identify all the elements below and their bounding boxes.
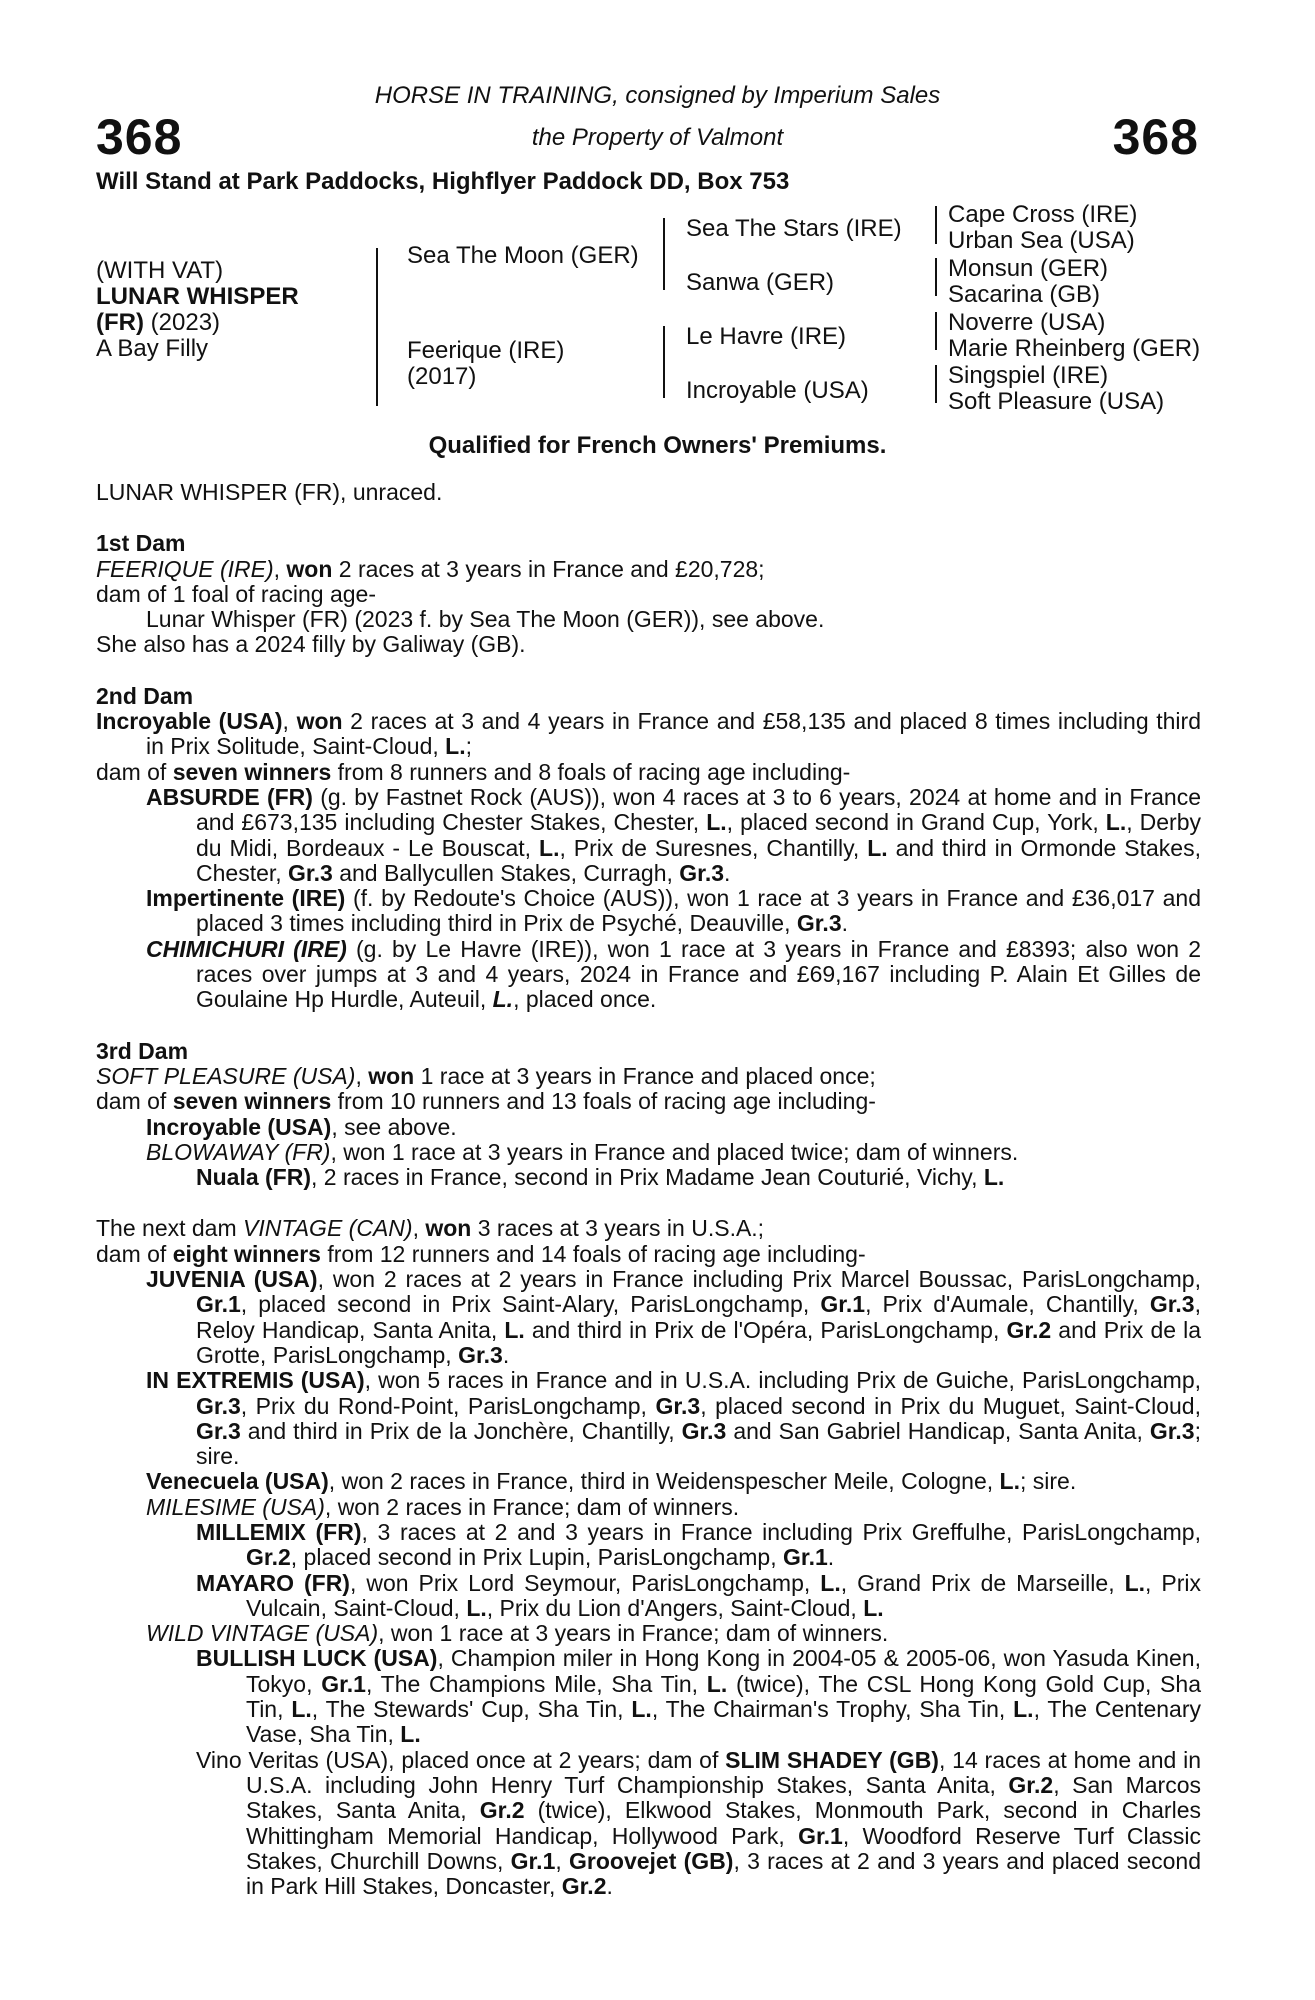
group-marker: Gr.2 bbox=[479, 1797, 525, 1824]
group-marker: Gr.3 bbox=[1149, 1417, 1195, 1444]
group-marker: Gr.3 bbox=[1149, 1291, 1195, 1318]
stand-location: Will Stand at Park Paddocks, Highflyer Paddock DD, Box 753 bbox=[96, 168, 790, 195]
second-dam-produce bbox=[96, 760, 1201, 785]
text-run: from 8 runners and 8 foals of racing age including- bbox=[331, 758, 851, 785]
consignment-line-2: the Property of Valmont bbox=[531, 124, 784, 151]
text-run: and Prix de la Grotte, ParisLongchamp, bbox=[196, 1316, 1202, 1368]
listed-marker: L. bbox=[999, 1468, 1020, 1495]
text-run: , Prix Vulcain, Saint-Cloud, bbox=[246, 1569, 1202, 1621]
listed-marker: L. bbox=[400, 1721, 421, 1748]
second-dam-record: Incroyable (USA), won 2 races at 3 and 4 years in France and £58,135 and placed 8 times including third in Prix Solitude, Saint-Cloud, L.; bbox=[96, 708, 1201, 760]
next-dam-record: The next dam VINTAGE (CAN), won 3 races at 3 years in U.S.A.; bbox=[96, 1215, 765, 1242]
listed-marker: L. bbox=[631, 1696, 652, 1723]
text-run: from 12 runners and 14 foals of racing age including- bbox=[320, 1240, 866, 1267]
text-run: , won 5 races in France and in U.S.A. including Prix de Guiche, ParisLongchamp, bbox=[364, 1367, 1201, 1394]
group-marker: Gr.2 bbox=[246, 1544, 291, 1571]
listed-marker: L. bbox=[1013, 1696, 1034, 1723]
pedigree-sd-dam: Sacarina (GB) bbox=[948, 281, 1101, 308]
text-run: , Grand Prix de Marseille, bbox=[840, 1569, 1125, 1596]
text-run: , won 1 race at 3 years in France; dam of winners. bbox=[378, 1620, 889, 1647]
progeny-blowaway bbox=[96, 1140, 1201, 1165]
listed-marker: L. bbox=[820, 1569, 841, 1596]
text-run: , bbox=[555, 1847, 570, 1874]
next-dam-name: VINTAGE (CAN) bbox=[243, 1215, 413, 1242]
progeny-impertinente bbox=[96, 886, 1201, 937]
text-run: , placed once. bbox=[513, 986, 657, 1013]
text-run: . bbox=[606, 1873, 613, 1900]
text-run: , won 2 races in France, third in Weidenspescher Meile, Cologne, bbox=[328, 1468, 1000, 1495]
group-marker: Gr.3 bbox=[288, 859, 333, 886]
progeny-name: SLIM SHADEY (GB) bbox=[725, 1746, 939, 1773]
text-run: and third in Ormonde Stakes, Chester, bbox=[196, 834, 1201, 886]
text-run: , 3 races at 2 and 3 years and placed second in Park Hill Stakes, Doncaster, bbox=[246, 1847, 1202, 1900]
text-run: , San Marcos Stakes, Santa Anita, bbox=[246, 1771, 1201, 1824]
group-marker: Gr.2 bbox=[561, 1873, 607, 1900]
text-run: , Prix d'Aumale, Chantilly, bbox=[865, 1291, 1150, 1318]
text-run: , 14 races at home and in U.S.A. including John Henry Turf Championship Stakes, Santa Anita, bbox=[246, 1746, 1201, 1798]
text-run: dam of bbox=[96, 1240, 173, 1267]
first-dam-foals: dam of 1 foal of racing age- bbox=[96, 580, 376, 607]
group-marker: Gr.3 bbox=[458, 1341, 503, 1368]
text-run: , Prix de Suresnes, Chantilly, bbox=[559, 834, 868, 861]
winners-count: eight winners bbox=[172, 1240, 321, 1267]
text-run: (twice), The CSL Hong Kong Gold Cup, Sha Tin, bbox=[246, 1670, 1201, 1723]
progeny-bullish-luck bbox=[96, 1646, 1201, 1747]
progeny-millemix bbox=[96, 1520, 1201, 1571]
progeny-name: Venecuela (USA) bbox=[146, 1468, 329, 1495]
consignment-line-1: HORSE IN TRAINING, consigned by Imperium Sales bbox=[374, 82, 941, 109]
lot-number-left: 368 bbox=[96, 109, 183, 165]
third-dam-record: SOFT PLEASURE (USA), won 1 race at 3 years in France and placed once; bbox=[96, 1062, 876, 1089]
progeny-name: MAYARO (FR) bbox=[196, 1569, 350, 1596]
horse-name: LUNAR WHISPER bbox=[96, 283, 299, 310]
third-dam-won: won bbox=[368, 1062, 415, 1089]
text-run: , placed second in Prix du Muguet, Saint-Cloud, bbox=[700, 1392, 1201, 1419]
text-run: , 2 races in France, second in Prix Madame Jean Couturié, Vichy, bbox=[311, 1164, 984, 1191]
progeny-incroyable bbox=[96, 1115, 1201, 1140]
listed-marker: L. bbox=[706, 809, 727, 836]
pedigree-ss-dam: Urban Sea (USA) bbox=[948, 227, 1135, 254]
progeny-juvenia bbox=[96, 1267, 1201, 1368]
listed-marker: L. bbox=[867, 834, 888, 861]
text-run: Vino Veritas (USA), placed once at 2 years; dam of bbox=[196, 1746, 726, 1773]
text-run: , The Centenary Vase, Sha Tin, bbox=[246, 1696, 1201, 1748]
text-run: , 3 races at 2 and 3 years in France including Prix Greffulhe, ParisLongchamp, bbox=[361, 1518, 1201, 1545]
text-run: (f. by Redoute's Choice (AUS)), won 1 race at 3 years in France and £36,017 and placed 3 times including third in Prix de Psyché, Deauville, bbox=[196, 885, 1201, 937]
text-run: , Prix du Rond-Point, ParisLongchamp, bbox=[240, 1392, 656, 1419]
text-run: 2 races at 3 and 4 years in France and £58,135 and placed 8 times including third in Prix Solitude, Saint-Cloud, bbox=[146, 708, 1201, 760]
first-dam-foal-1: Lunar Whisper (FR) (2023 f. by Sea The Moon (GER)), see above. bbox=[146, 606, 825, 633]
group-marker: Gr.3 bbox=[655, 1392, 701, 1419]
progeny-vino-veritas bbox=[96, 1748, 1201, 1900]
spacer bbox=[96, 658, 1201, 684]
text-run: , The Chairman's Trophy, Sha Tin, bbox=[651, 1696, 1014, 1723]
progeny-nuala bbox=[96, 1165, 1201, 1190]
spacer bbox=[96, 505, 1201, 531]
progeny-name: JUVENIA (USA) bbox=[146, 1266, 318, 1293]
text-run: , Champion miler in Hong Kong in 2004-05 & 2005-06, won Yasuda Kinen, Tokyo, bbox=[246, 1645, 1201, 1697]
next-dam-won: won bbox=[425, 1215, 472, 1242]
winners-count: seven winners bbox=[172, 1088, 332, 1115]
progeny-name: Nuala (FR) bbox=[196, 1164, 311, 1191]
progeny-wild-vintage bbox=[96, 1621, 1201, 1646]
group-marker: Gr.3 bbox=[681, 1417, 727, 1444]
text-run: , Derby du Midi, Bordeaux - Le Bouscat, bbox=[196, 809, 1201, 861]
text-run: The next dam bbox=[96, 1215, 244, 1242]
pedigree-dd-sire: Singspiel (IRE) bbox=[948, 362, 1109, 389]
text-run: , placed second in Grand Cup, York, bbox=[726, 809, 1106, 836]
pedigree-ds-dam: Marie Rheinberg (GER) bbox=[948, 335, 1201, 362]
pedigree-sd-sire: Monsun (GER) bbox=[948, 255, 1109, 282]
text-run: ; sire. bbox=[1020, 1468, 1077, 1495]
text-run: and Ballycullen Stakes, Curragh, bbox=[332, 859, 680, 886]
listed-marker: L. bbox=[706, 1670, 728, 1697]
listed-marker: L. bbox=[504, 1316, 525, 1343]
first-dam-record-text: 2 races at 3 years in France and £20,728; bbox=[332, 555, 765, 582]
text-run: , won 2 races in France; dam of winners. bbox=[324, 1493, 740, 1520]
text-run: ; bbox=[465, 733, 472, 760]
progeny-name: IN EXTREMIS (USA) bbox=[146, 1367, 365, 1394]
spacer bbox=[96, 1013, 1201, 1039]
group-marker: Gr.2 bbox=[1006, 1316, 1052, 1343]
lot-number-right: 368 bbox=[1112, 109, 1199, 165]
text-run: . bbox=[827, 1544, 835, 1571]
group-marker: Gr.2 bbox=[1008, 1771, 1054, 1798]
text-run: . bbox=[502, 1341, 510, 1368]
progeny-name: BULLISH LUCK (USA) bbox=[196, 1645, 438, 1672]
pedigree-brace-main bbox=[376, 248, 386, 406]
pedigree-ss-sire: Cape Cross (IRE) bbox=[948, 201, 1138, 228]
text-run: from 10 runners and 13 foals of racing age including- bbox=[331, 1088, 876, 1115]
progeny-name: Impertinente (IRE) bbox=[146, 885, 346, 912]
text-run: , Reloy Handicap, Santa Anita, bbox=[196, 1291, 1201, 1343]
first-dam-won: won bbox=[286, 555, 333, 582]
group-marker: Gr.1 bbox=[820, 1291, 866, 1318]
catalogue-body bbox=[96, 480, 1201, 1899]
vat-label: (WITH VAT) bbox=[96, 257, 224, 284]
pedigree-dam-sire: Le Havre (IRE) bbox=[686, 323, 847, 350]
progeny-venecuela bbox=[96, 1469, 1201, 1494]
third-dam-produce bbox=[96, 1089, 1201, 1114]
text-run: 3 races at 3 years in U.S.A.; bbox=[471, 1215, 765, 1242]
progeny-name: CHIMICHURI (IRE) bbox=[146, 935, 347, 962]
premiums-qualification: Qualified for French Owners' Premiums. bbox=[428, 432, 887, 459]
horse-name-line2 bbox=[96, 310, 220, 336]
group-marker: Gr.1 bbox=[783, 1544, 828, 1571]
listed-marker: L. bbox=[1105, 809, 1127, 836]
third-dam-heading: 3rd Dam bbox=[96, 1037, 189, 1064]
pedigree-sire-dam: Sanwa (GER) bbox=[686, 269, 835, 296]
progeny-name: ABSURDE (FR) bbox=[146, 783, 313, 810]
text-run: , The Stewards' Cup, Sha Tin, bbox=[311, 1696, 632, 1723]
listed-marker: L. bbox=[466, 1594, 487, 1621]
second-dam-won: won bbox=[296, 708, 343, 735]
progeny-chimichuri bbox=[96, 937, 1201, 1013]
first-dam-heading: 1st Dam bbox=[96, 530, 186, 557]
text-run: (g. by Le Havre (IRE)), won 1 race at 3 years in France and £8393; also won 2 races over jumps at 3 and 4 years, 2024 in France and £69,167 including P. Alain Et Gilles de Goulaine Hp Hurdle, Auteuil, bbox=[196, 935, 1201, 1013]
pedigree-dam: Feerique (IRE) bbox=[407, 337, 565, 364]
progeny-in-extremis bbox=[96, 1368, 1201, 1469]
group-marker: Gr.1 bbox=[798, 1822, 843, 1849]
pedigree-brace-ss bbox=[935, 206, 945, 244]
progeny-name: Incroyable (USA) bbox=[146, 1113, 332, 1140]
text-run: (g. by Fastnet Rock (AUS)), won 4 races at 3 to 6 years, 2024 at home and in France and £673,135 including Chester Stakes, Chester, bbox=[196, 783, 1201, 836]
progeny-milesime bbox=[96, 1495, 1201, 1520]
pedigree-dd-dam: Soft Pleasure (USA) bbox=[948, 388, 1165, 415]
second-dam-name: Incroyable (USA) bbox=[96, 708, 283, 735]
listed-marker: L. bbox=[445, 733, 466, 760]
group-marker: Gr.1 bbox=[321, 1670, 366, 1697]
next-dam-produce bbox=[96, 1242, 1201, 1267]
progeny-name: BLOWAWAY (FR) bbox=[146, 1138, 331, 1165]
spacer bbox=[96, 1190, 1201, 1216]
text-run: . bbox=[724, 859, 731, 886]
text-run: and third in Prix de la Jonchère, Chantilly, bbox=[240, 1417, 682, 1444]
pedigree-brace-ds bbox=[935, 312, 945, 350]
first-dam-name: FEERIQUE (IRE) bbox=[96, 555, 274, 582]
text-run: , won 2 races at 2 years in France including Prix Marcel Boussac, ParisLongchamp, bbox=[317, 1266, 1201, 1293]
text-run: , see above. bbox=[331, 1113, 457, 1140]
text-run: . bbox=[841, 910, 849, 937]
listed-marker: L. bbox=[983, 1164, 1005, 1191]
horse-year: (2023) bbox=[150, 309, 221, 336]
group-marker: Gr.3 bbox=[796, 910, 842, 937]
pedigree-brace-dd bbox=[935, 365, 945, 403]
group-marker: Gr.3 bbox=[196, 1392, 241, 1419]
pedigree-dam-year: (2017) bbox=[407, 363, 477, 390]
text-run: , placed second in Prix Saint-Alary, ParisLongchamp, bbox=[240, 1291, 821, 1318]
group-marker: Gr.3 bbox=[196, 1417, 241, 1444]
first-dam-record: FEERIQUE (IRE), won 2 races at 3 years in France and £20,728; bbox=[96, 555, 765, 582]
text-run: and third in Prix de l'Opéra, ParisLongchamp, bbox=[524, 1316, 1007, 1343]
progeny-name: WILD VINTAGE (USA) bbox=[146, 1620, 379, 1647]
third-dam-name: SOFT PLEASURE (USA) bbox=[96, 1062, 356, 1089]
pedigree-sire: Sea The Moon (GER) bbox=[407, 242, 639, 269]
group-marker: Gr.3 bbox=[679, 859, 725, 886]
progeny-mayaro bbox=[96, 1571, 1201, 1622]
horse-description: A Bay Filly bbox=[96, 335, 209, 362]
text-run: , Prix du Lion d'Angers, Saint-Cloud, bbox=[486, 1594, 864, 1621]
text-run: dam of bbox=[96, 758, 173, 785]
pedigree-brace-dam bbox=[663, 326, 673, 398]
listed-marker: L. bbox=[863, 1594, 884, 1621]
text-run: and San Gabriel Handicap, Santa Anita, bbox=[726, 1417, 1150, 1444]
progeny-name: MILLEMIX (FR) bbox=[196, 1518, 362, 1545]
pedigree-ds-sire: Noverre (USA) bbox=[948, 309, 1106, 336]
text-run: , won Prix Lord Seymour, ParisLongchamp, bbox=[349, 1569, 821, 1596]
text-run: (twice), Elkwood Stakes, Monmouth Park, second in Charles Whittingham Memorial Handicap, Hollywood Park, bbox=[246, 1797, 1201, 1849]
pedigree-brace-sd bbox=[935, 258, 945, 296]
progeny-name: Groovejet (GB) bbox=[569, 1847, 734, 1874]
progeny-absurde bbox=[96, 785, 1201, 886]
group-marker: Gr.1 bbox=[510, 1847, 556, 1874]
second-dam-heading: 2nd Dam bbox=[96, 682, 194, 709]
racing-summary: LUNAR WHISPER (FR), unraced. bbox=[96, 479, 443, 505]
progeny-name: MILESIME (USA) bbox=[146, 1493, 325, 1520]
group-marker: Gr.1 bbox=[196, 1291, 241, 1318]
listed-marker: L. bbox=[291, 1696, 312, 1723]
text-run: dam of bbox=[96, 1088, 173, 1115]
listed-marker: L. bbox=[539, 834, 560, 861]
text-run: , Woodford Reserve Turf Classic Stakes, Churchill Downs, bbox=[246, 1822, 1202, 1874]
listed-marker: L. bbox=[492, 986, 514, 1013]
text-run: 1 race at 3 years in France and placed once; bbox=[414, 1062, 876, 1089]
text-run: , The Champions Mile, Sha Tin, bbox=[365, 1670, 707, 1697]
first-dam-note: She also has a 2024 filly by Galiway (GB). bbox=[96, 631, 526, 658]
text-run: , placed second in Prix Lupin, ParisLongchamp, bbox=[290, 1544, 783, 1571]
pedigree-brace-sire bbox=[663, 218, 673, 290]
listed-marker: L. bbox=[1124, 1569, 1146, 1596]
text-run: , won 1 race at 3 years in France and placed twice; dam of winners. bbox=[330, 1138, 1019, 1165]
pedigree-sire-sire: Sea The Stars (IRE) bbox=[686, 215, 902, 242]
horse-country: (FR) bbox=[96, 309, 144, 336]
pedigree-dam-dam: Incroyable (USA) bbox=[686, 377, 869, 404]
winners-count: seven winners bbox=[172, 758, 332, 785]
text-run: ; sire. bbox=[196, 1417, 1201, 1470]
